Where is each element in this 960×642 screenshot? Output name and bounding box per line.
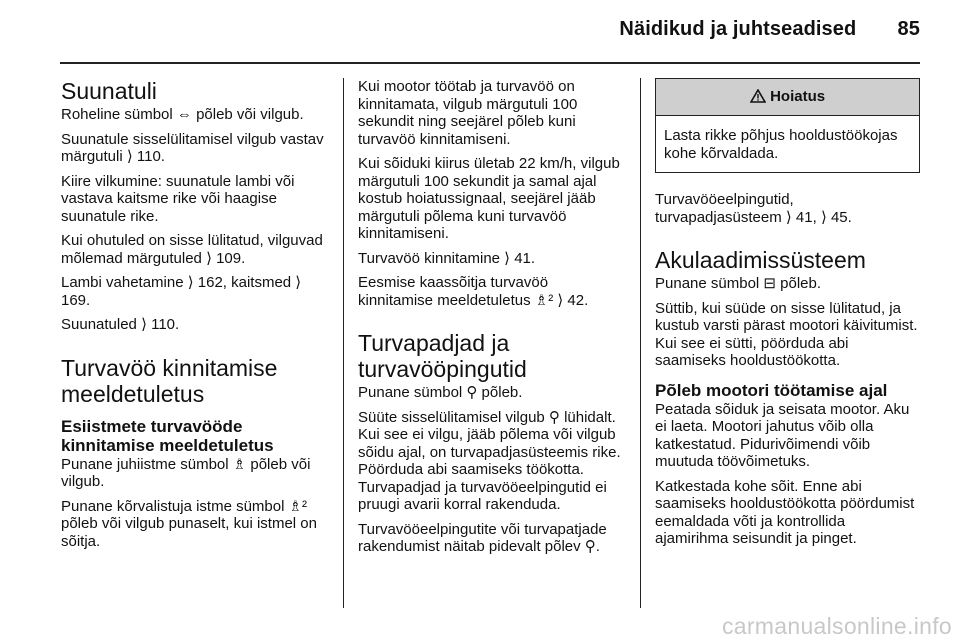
paragraph: Katkestada kohe sõit. Enne abi saamiseks hooldustöökotta pöördumist eemaldada võti ja kontrollida ajamirihma seisundit ja pinget. [655, 477, 915, 547]
heading-turvavoo: Turvavöö kinnitamise meeldetuletus [61, 354, 278, 407]
subheading-poleb: Põleb mootori töötamise ajal [655, 380, 888, 400]
paragraph: Kui sõiduki kiirus ületab 22 km/h, vilgub märgutuli 100 sekundit ja samal ajal kostub hoiatussignaal, seejärel jääb märgutuli põlema kuni turvavöö kinnitamiseni. [358, 155, 620, 242]
column-1 [61, 78, 329, 557]
heading-akulaadimis: Akulaadimissüsteem [655, 247, 866, 273]
subheading-esiistmete: Esiistmete turvavööde kinnitamise meeldetuletus [61, 416, 274, 455]
page-header [60, 18, 920, 41]
watermark: carmanualsonline.info [721, 613, 952, 639]
paragraph: Punane kõrvalistuja istme sümbol ♗² põleb või vilgub punaselt, kui istmel on sõitja. [61, 497, 317, 550]
warning-box [655, 78, 920, 173]
paragraph: Kui mootor töötab ja turvavöö on kinnitamata, vilgub märgutuli 100 sekundit ning seejärel põleb kuni turvavöö kinnitamiseni. [358, 78, 578, 148]
warning-header [656, 79, 919, 116]
paragraph: Suunatuled ⟩ 110. [61, 316, 180, 333]
page-number: 85 [897, 18, 920, 40]
warning-triangle-icon [750, 88, 770, 105]
paragraph: Suunatule sisselülitamisel vilgub vastav märgutuli ⟩ 110. [61, 130, 324, 165]
paragraph: Kiire vilkumine: suunatule lambi või vastava kaitsme rike või haagise suunatule rike. [61, 172, 295, 225]
header-rule [60, 62, 920, 64]
paragraph: Turvavööeelpingutite või turvapatjade rakendumist näitab pidevalt põlev ⚲. [358, 520, 607, 555]
paragraph: Punane sümbol ⊟ põleb. [655, 275, 822, 292]
paragraph: Lambi vahetamine ⟩ 162, kaitsmed ⟩ 169. [61, 274, 302, 309]
paragraph: Punane juhiistme sümbol ♗ põleb või vilgub. [61, 455, 311, 490]
paragraph: Peatada sõiduk ja seisata mootor. Aku ei laeta. Mootori jahutus võib olla katkestatud. Pidurivõimendi võib muutuda töövõimetuks. [655, 400, 910, 470]
column-divider-1 [343, 78, 344, 608]
paragraph: Turvavööeelpingutid, turvapadjasüsteem ⟩ 41, ⟩ 45. [655, 191, 852, 226]
column-2 [358, 78, 626, 563]
column-divider-2 [640, 78, 641, 608]
paragraph: Roheline sümbol ⇔ põleb või vilgub. [61, 106, 304, 123]
paragraph: Turvavöö kinnitamine ⟩ 41. [358, 249, 536, 267]
warning-label: Hoiatus [770, 88, 826, 105]
paragraph: Kui ohutuled on sisse lülitatud, vilguvad mõlemad märgutuled ⟩ 109. [61, 232, 323, 267]
header-title: Näidikud ja juhtseadised [619, 18, 857, 40]
paragraph: Punane sümbol ⚲ põleb. [358, 384, 523, 401]
heading-turvapadjad: Turvapadjad ja turvavööpingutid [358, 330, 527, 382]
paragraph: Süttib, kui süüde on sisse lülitatud, ja kustub varsti pärast mootori käivitumist. Kui see ei sütti, pöörduda abi saamiseks hooldustöökotta. [655, 299, 918, 369]
heading-suunatuli: Suunatuli [61, 78, 157, 104]
column-3 [655, 78, 920, 555]
warning-text: Lasta rikke põhjus hooldustöökojas kohe kõrvaldada. [664, 127, 898, 162]
paragraph: Eesmise kaassõitja turvavöö kinnitamise meeldetuletus ♗² ⟩ 42. [358, 274, 589, 309]
paragraph: Süüte sisselülitamisel vilgub ⚲ lühidalt. Kui see ei vilgu, jääb põlema või vilgub sõidu ajal, on turvapadjasüsteemis rike. Pöörduda abi saamiseks töökotta. Turvapadjad ja turvavööeelpingutid ei pruugi avarii korral rakenduda. [358, 408, 621, 513]
